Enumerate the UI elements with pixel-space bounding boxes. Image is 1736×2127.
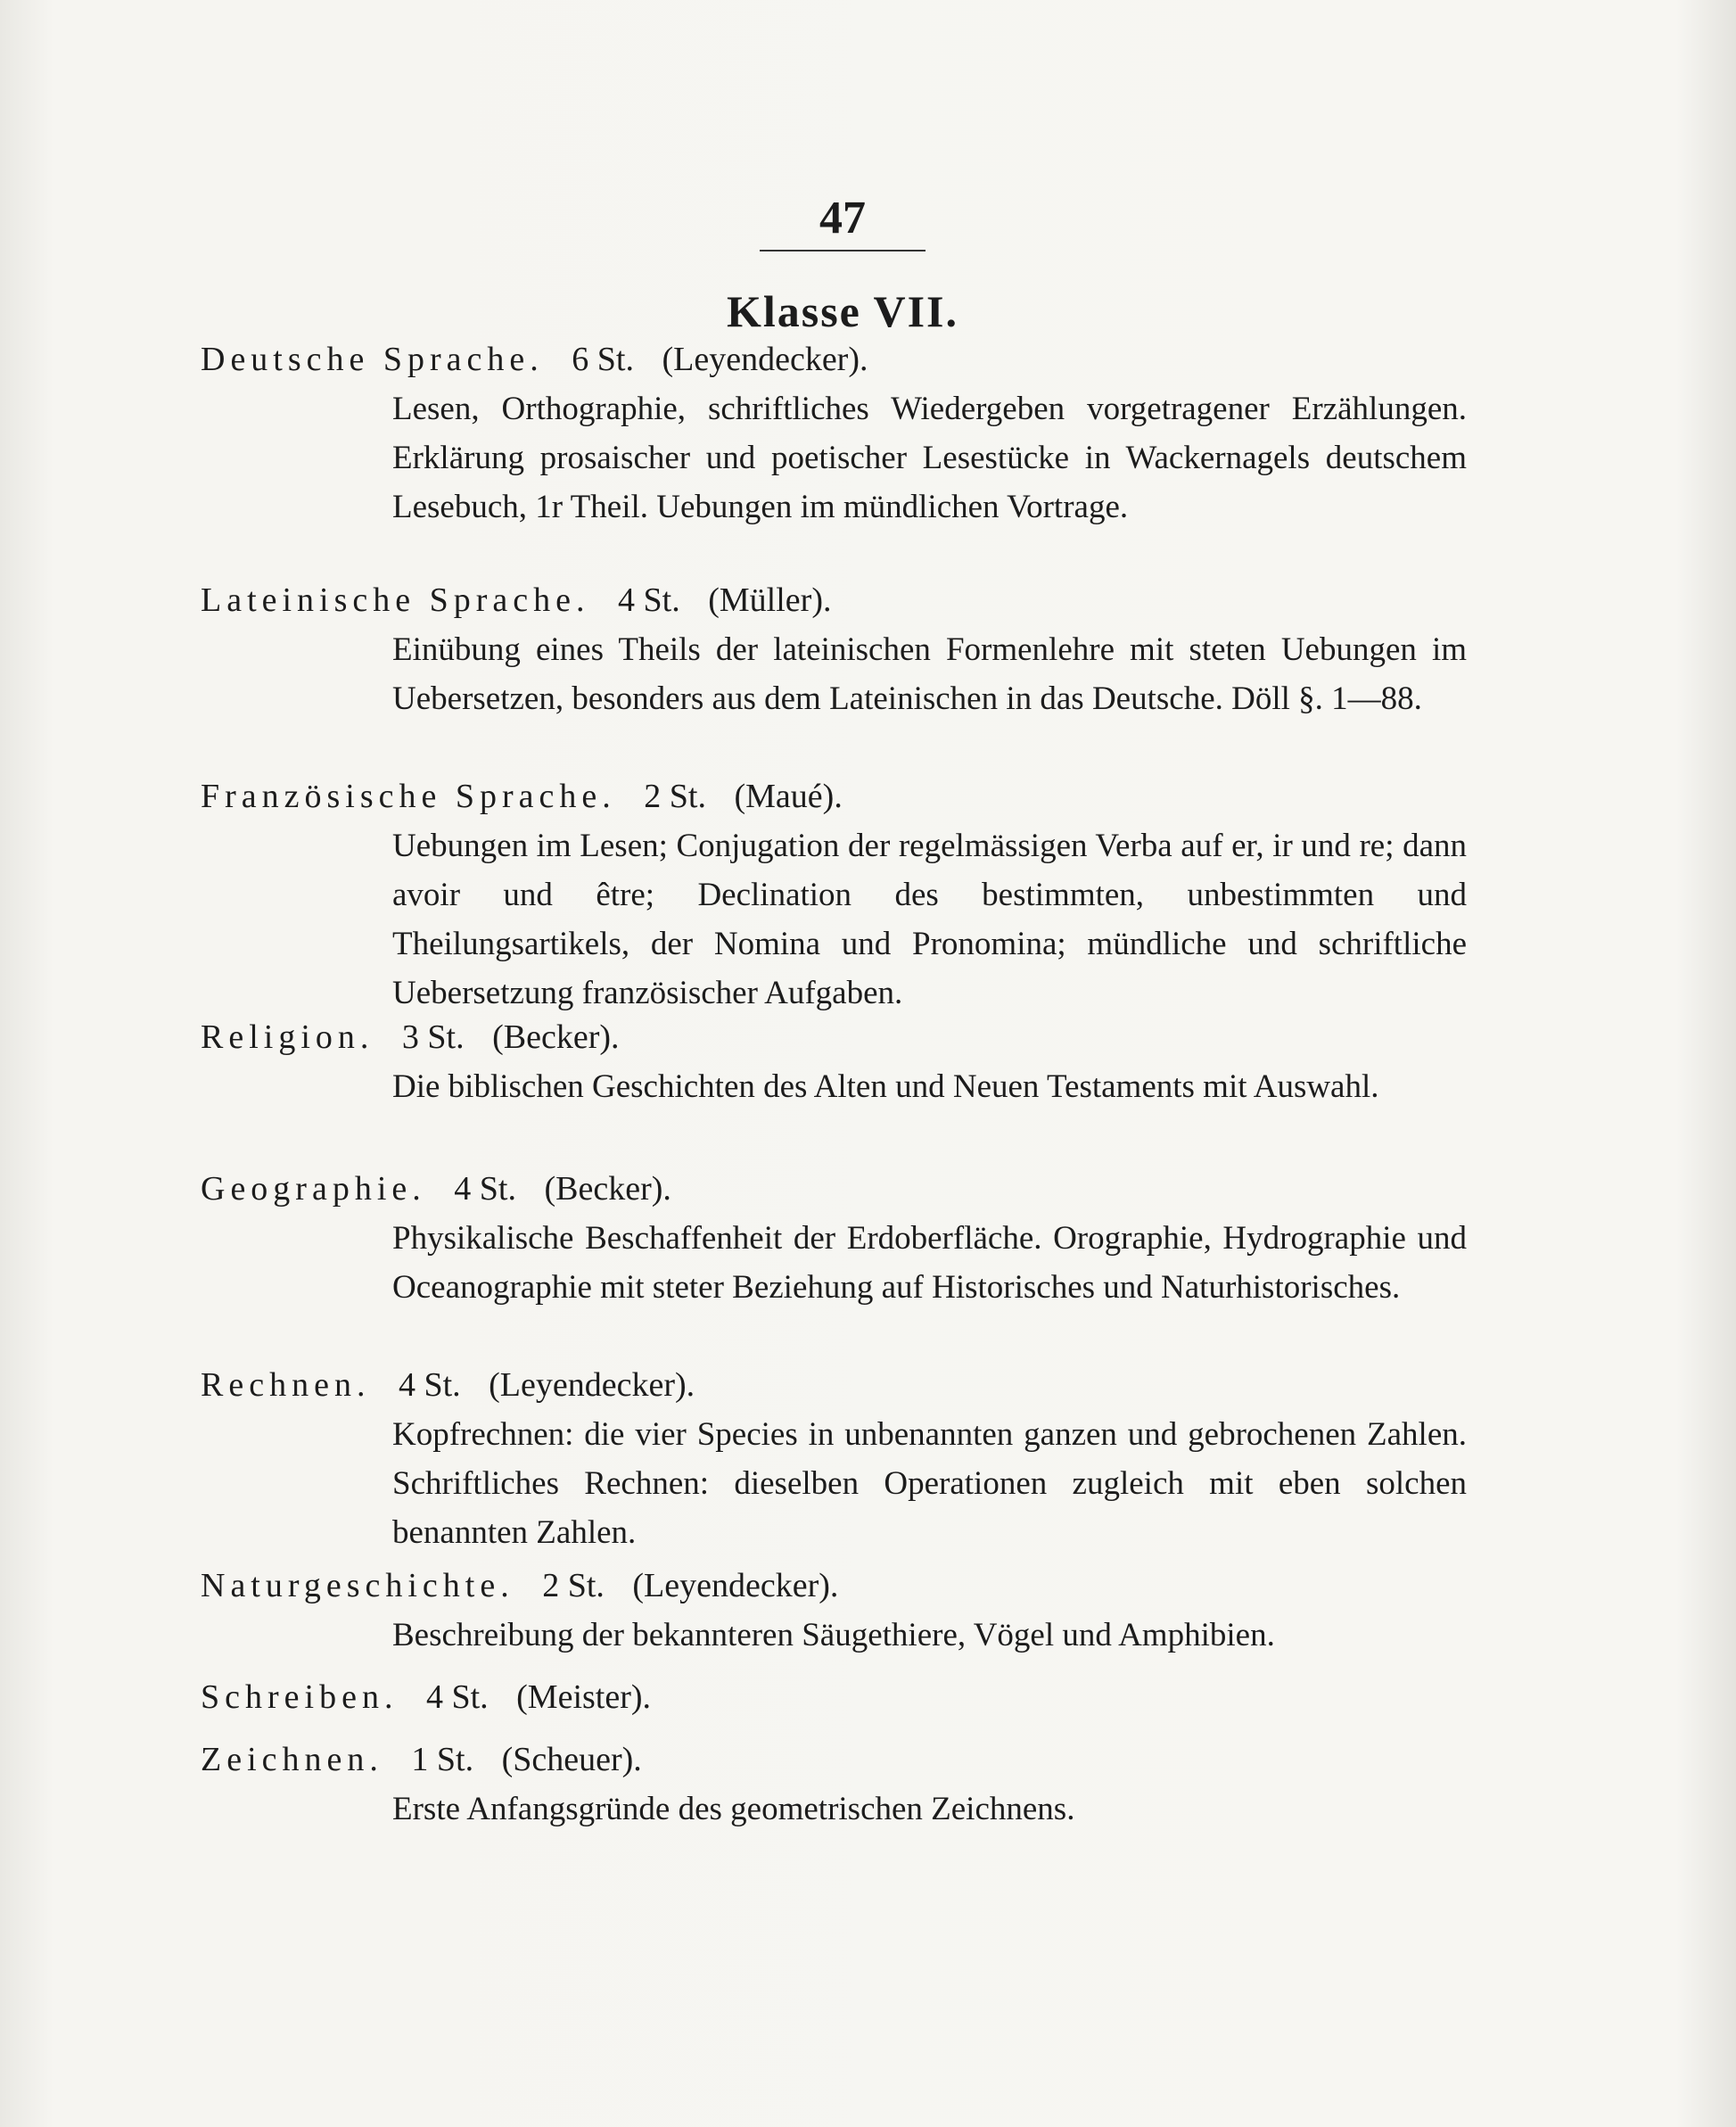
subject-hours: 2 St.	[644, 778, 706, 815]
subject-description: Lesen, Orthographie, schriftliches Wiedergeben vorgetragener Erzählungen. Erklärung prosaischer und poetischer Lesestücke in Wackernagels deutschem Lesebuch, 1r Theil. Uebungen im mündlichen Vortrage.	[392, 391, 1467, 525]
subject-teacher: (Becker).	[492, 1018, 620, 1056]
page-number: 47	[819, 193, 866, 243]
subject-description: Erste Anfangsgründe des geometrischen Zeichnens.	[392, 1791, 1075, 1827]
subject-hours: 6 St.	[572, 341, 634, 378]
subject-hours: 4 St.	[425, 1678, 489, 1716]
section-rechnen	[201, 1360, 1467, 1557]
header-rule	[760, 250, 926, 251]
subject-name: Zeichnen.	[201, 1741, 383, 1778]
section-zeichnen	[201, 1735, 1467, 1834]
subject-name: Schreiben.	[201, 1678, 399, 1716]
subject-teacher: (Leyendecker).	[489, 1366, 695, 1404]
section-lateinische-sprache	[201, 575, 1467, 723]
subject-name: Rechnen.	[201, 1366, 371, 1404]
subject-hours: 2 St.	[542, 1567, 605, 1604]
subject-hours: 1 St.	[411, 1741, 474, 1778]
subject-line	[201, 1360, 1467, 1410]
subject-teacher: (Meister).	[516, 1678, 652, 1716]
section-schreiben	[201, 1672, 1467, 1722]
subject-description: Einübung eines Theils der lateinischen Formenlehre mit steten Uebungen im Uebersetzen, besonders aus dem Lateinischen in das Deutsche. Döll §. 1—88.	[392, 631, 1467, 717]
section-geographie	[201, 1164, 1467, 1312]
subject-teacher: (Becker).	[544, 1170, 671, 1208]
subject-description: Die biblischen Geschichten des Alten und Neuen Testaments mit Auswahl.	[392, 1068, 1379, 1105]
subject-hours: 4 St.	[398, 1366, 461, 1404]
subject-line	[201, 575, 1467, 625]
subject-teacher: (Scheuer).	[501, 1741, 642, 1778]
subject-teacher: (Maué).	[734, 778, 843, 815]
subject-hours: 3 St.	[401, 1018, 465, 1056]
subject-name: Lateinische Sprache.	[201, 581, 590, 619]
subject-line	[201, 1672, 1467, 1722]
subject-name: Französische Sprache.	[201, 778, 616, 815]
subject-name: Deutsche Sprache.	[201, 341, 544, 378]
section-religion	[201, 1012, 1467, 1111]
subject-line	[201, 1012, 1467, 1062]
subject-line	[201, 771, 1467, 821]
subject-teacher: (Leyendecker).	[662, 341, 868, 378]
subject-name: Geographie.	[201, 1170, 426, 1208]
subject-description: Kopfrechnen: die vier Species in unbenannten ganzen und gebrochenen Zahlen. Schriftliches Rechnen: dieselben Operationen zugleich mit eben solchen benannten Zahlen.	[392, 1416, 1467, 1551]
subject-line	[201, 1561, 1467, 1611]
subject-teacher: (Leyendecker).	[632, 1567, 839, 1604]
subject-hours: 4 St.	[454, 1170, 516, 1208]
section-naturgeschichte	[201, 1561, 1467, 1660]
subject-line	[201, 1164, 1467, 1214]
section-franzoesische-sprache	[201, 771, 1467, 1018]
subject-line	[201, 1735, 1467, 1785]
subject-hours: 4 St.	[618, 581, 680, 619]
subject-line	[201, 334, 1467, 384]
section-deutsche-sprache	[201, 334, 1467, 532]
subject-name: Naturgeschichte.	[201, 1567, 514, 1604]
subject-teacher: (Müller).	[708, 581, 832, 619]
subject-description: Beschreibung der bekannteren Säugethiere, Vögel und Amphibien.	[392, 1617, 1275, 1653]
subject-description: Physikalische Beschaffenheit der Erdoberfläche. Orographie, Hydrographie und Oceanographie mit steter Beziehung auf Historisches und Naturhistorisches.	[392, 1220, 1467, 1306]
class-title: Klasse VII.	[726, 286, 959, 336]
subject-name: Religion.	[201, 1018, 374, 1056]
subject-description: Uebungen im Lesen; Conjugation der regelmässigen Verba auf er, ir und re; dann avoir und être; Declination des bestimmten, unbestimmten und Theilungsartikels, der Nomina und Pronomina; mündliche und schriftliche Uebersetzung französischer Aufgaben.	[392, 828, 1467, 1011]
